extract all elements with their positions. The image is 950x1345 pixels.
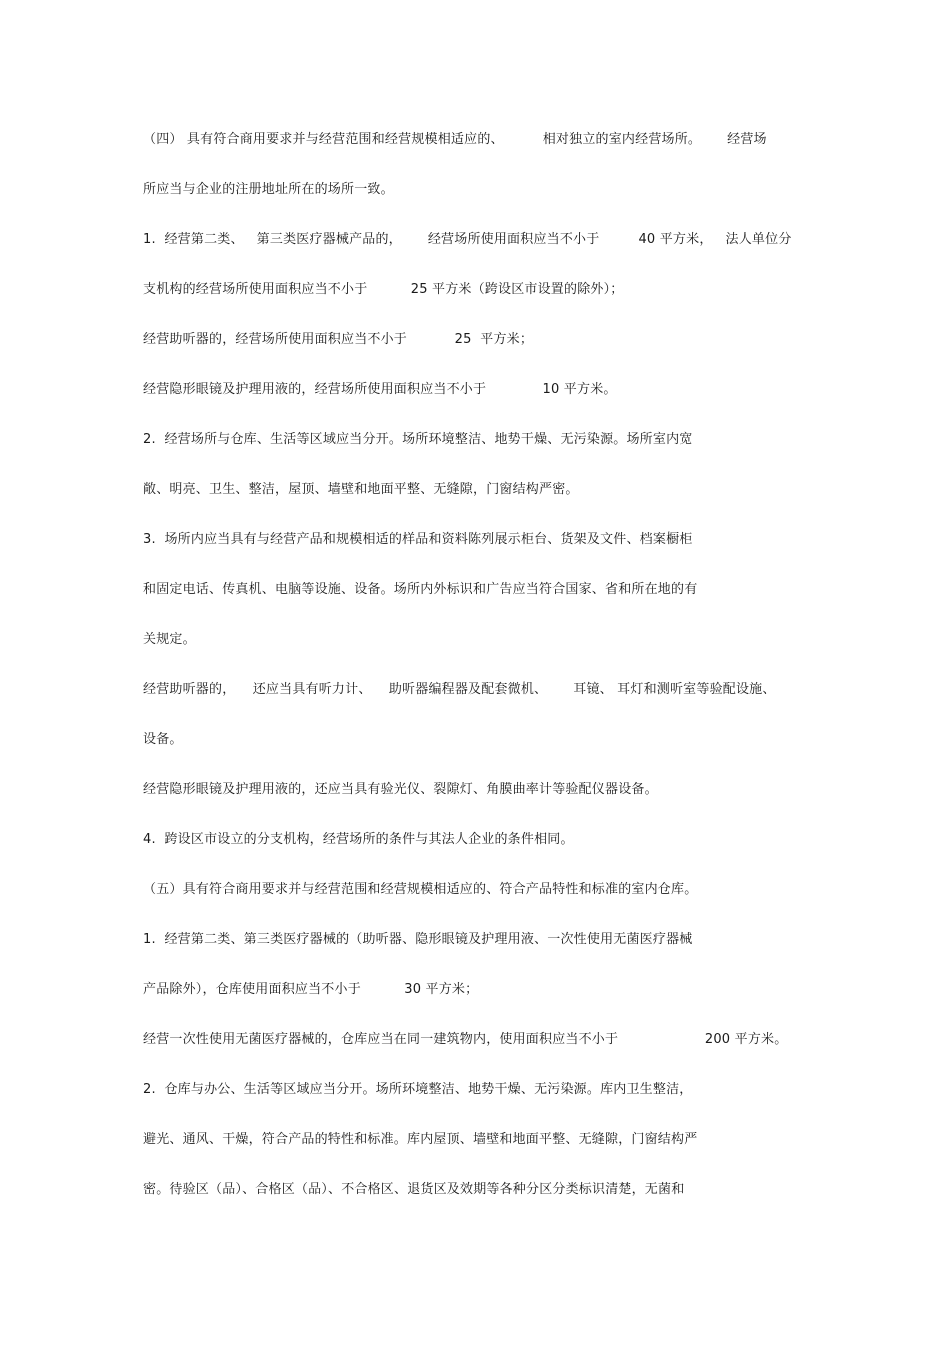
- text-line: 敞、明亮、卫生、整洁，屋顶、墙壁和地面平整、无缝隙，门窗结构严密。: [143, 482, 579, 497]
- text-line: 经营隐形眼镜及护理用液的，经营场所使用面积应当不小于 10 平方米。: [143, 382, 617, 397]
- text-line: 经营隐形眼镜及护理用液的，还应当具有验光仪、裂隙灯、角膜曲率计等验配仪器设备。: [143, 782, 658, 797]
- text-line: 设备。: [143, 732, 183, 747]
- text-line: 1. 经营第二类、第三类医疗器械的（助听器、隐形眼镜及护理用液、一次性使用无菌医疗器械: [143, 932, 693, 947]
- text-line: 1. 经营第二类、 第三类医疗器械产品的， 经营场所使用面积应当不小于 40 平方米， 法人单位分: [143, 232, 792, 247]
- text-line: 经营助听器的，经营场所使用面积应当不小于 25 平方米；: [143, 332, 534, 347]
- text-line: （四） 具有符合商用要求并与经营范围和经营规模相适应的、 相对独立的室内经营场所。 经营场: [143, 132, 767, 147]
- text-line: 关规定。: [143, 632, 196, 647]
- text-line: 支机构的经营场所使用面积应当不小于 25 平方米（跨设区市设置的除外）；: [143, 282, 624, 297]
- text-line: 经营助听器的， 还应当具有听力计、 助听器编程器及配套微机、 耳镜、 耳灯和测听室等验配设施、: [143, 682, 776, 697]
- text-line: 2. 经营场所与仓库、生活等区域应当分开。场所环境整洁、地势干燥、无污染源。场所室内宽: [143, 432, 693, 447]
- text-line: 密。待验区（品）、合格区（品）、不合格区、退货区及效期等各种分区分类标识清楚，无菌和: [143, 1182, 685, 1197]
- text-line: 产品除外），仓库使用面积应当不小于 30 平方米；: [143, 982, 479, 997]
- text-line: 和固定电话、传真机、电脑等设施、设备。场所内外标识和广告应当符合国家、省和所在地的有: [143, 582, 698, 597]
- text-line: 4. 跨设区市设立的分支机构，经营场所的条件与其法人企业的条件相同。: [143, 832, 574, 847]
- text-line: 避光、通风、干燥，符合产品的特性和标准。库内屋顶、墙壁和地面平整、无缝隙，门窗结构严: [143, 1132, 698, 1147]
- text-line: 3. 场所内应当具有与经营产品和规模相适的样品和资料陈列展示柜台、货架及文件、档案橱柜: [143, 532, 693, 547]
- text-line: （五）具有符合商用要求并与经营范围和经营规模相适应的、符合产品特性和标准的室内仓库。: [143, 882, 698, 897]
- text-line: 经营一次性使用无菌医疗器械的，仓库应当在同一建筑物内，使用面积应当不小于 200 平方米。: [143, 1032, 788, 1047]
- text-line: 所应当与企业的注册地址所在的场所一致。: [143, 182, 394, 197]
- text-line: 2. 仓库与办公、生活等区域应当分开。场所环境整洁、地势干燥、无污染源。库内卫生整洁，: [143, 1082, 693, 1097]
